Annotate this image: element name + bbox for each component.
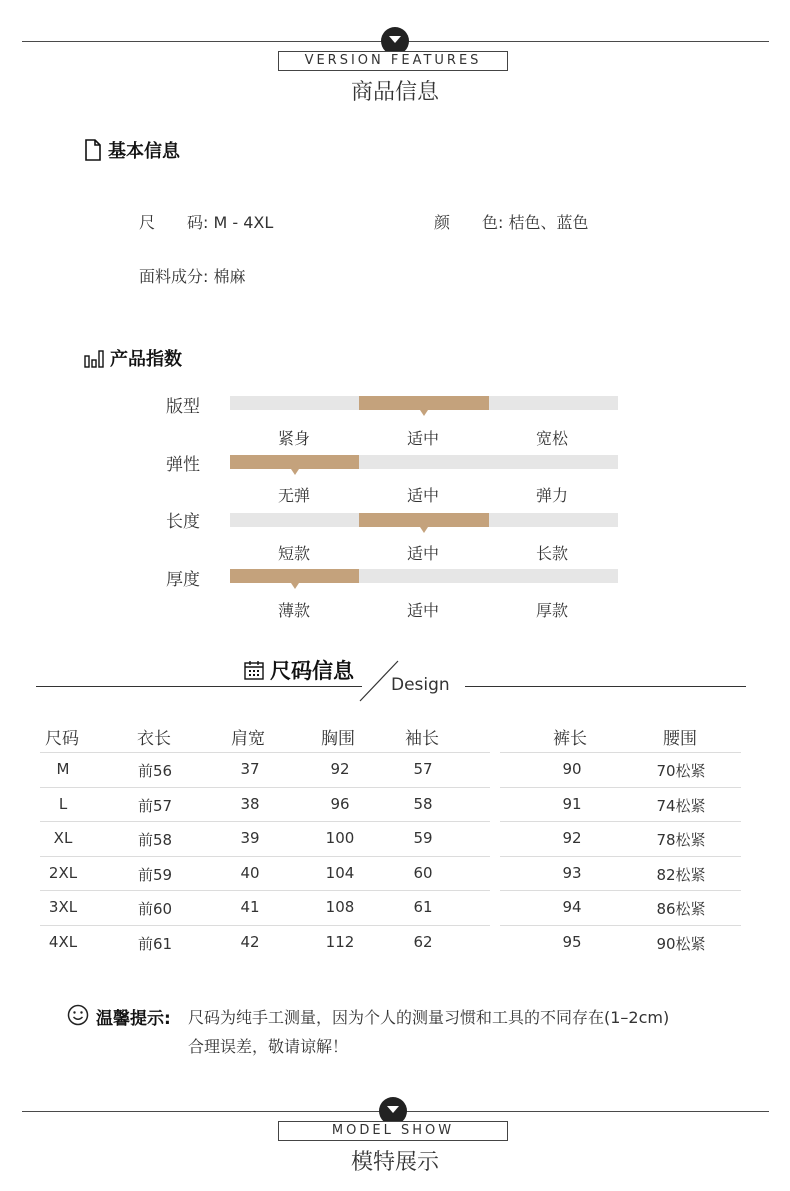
- index-label: 弹性: [166, 455, 200, 475]
- table-cell: 41: [240, 898, 260, 917]
- table-cell: 59: [413, 829, 433, 848]
- index-label: 厚度: [166, 570, 200, 590]
- index-option: 适中: [406, 544, 439, 563]
- table-cell: 95: [562, 933, 582, 951]
- row-divider: [500, 752, 741, 753]
- col-header: 肩宽: [231, 729, 265, 749]
- table-cell: 前61: [137, 935, 173, 953]
- footer-cn-title: 模特展示: [350, 1150, 439, 1175]
- row-divider: [500, 787, 741, 788]
- table-cell: 42: [240, 933, 260, 951]
- index-option: 无弹: [277, 486, 310, 505]
- table-cell: 108: [325, 898, 355, 917]
- table-cell: 92: [562, 829, 582, 848]
- footer-en-title: MODEL SHOW: [278, 1121, 508, 1141]
- table-cell: 112: [325, 933, 355, 951]
- index-option: 厚款: [535, 601, 568, 620]
- index-fill: [230, 569, 359, 583]
- size-field: [139, 210, 273, 233]
- index-pointer: [291, 583, 299, 589]
- index-option: 宽松: [535, 429, 568, 448]
- size-info-heading: [244, 655, 354, 685]
- table-cell: 前60: [137, 900, 173, 919]
- table-cell: 90: [562, 760, 582, 778]
- row-divider: [40, 925, 490, 926]
- table-cell: 74松紧: [656, 796, 706, 815]
- table-cell: 94: [562, 898, 582, 917]
- index-track: [230, 513, 618, 527]
- header-en-title: VERSION FEATURES: [278, 51, 508, 71]
- color-field: [434, 210, 589, 233]
- tip-line-1: 尺码为纯手工测量，因为个人的测量习惯和工具的不同存在(1–2cm): [188, 1008, 670, 1027]
- col-header: 衣长: [137, 729, 171, 749]
- table-cell: 58: [413, 794, 433, 813]
- index-pointer: [420, 410, 428, 416]
- size-label: 尺 码:: [139, 213, 209, 232]
- index-option: 适中: [406, 601, 439, 620]
- index-fill: [230, 455, 359, 469]
- row-divider: [500, 821, 741, 822]
- col-header: 裤长: [553, 729, 587, 749]
- product-index-heading: [84, 345, 182, 371]
- table-cell: 78松紧: [656, 831, 706, 850]
- size-info-rule-right: [465, 686, 746, 687]
- table-cell: 前59: [137, 865, 173, 884]
- table-cell: 4XL: [48, 933, 78, 951]
- col-header: 袖长: [405, 729, 439, 749]
- row-divider: [40, 856, 490, 857]
- index-option: 适中: [406, 429, 439, 448]
- index-option: 短款: [277, 544, 310, 563]
- table-cell: 62: [413, 933, 433, 951]
- table-cell: 37: [240, 760, 260, 778]
- size-info-rule-left: [36, 686, 362, 687]
- index-option: 弹力: [535, 486, 568, 505]
- fabric-label: 面料成分:: [139, 267, 209, 286]
- index-label: 版型: [166, 397, 200, 417]
- header-cn-title: 商品信息: [350, 80, 439, 105]
- chevron-down-icon: [387, 1106, 399, 1113]
- index-fill: [359, 396, 488, 410]
- index-option: 长款: [535, 544, 568, 563]
- tip-line-2: 合理误差，敬请谅解！: [188, 1037, 349, 1056]
- table-cell: M: [56, 760, 70, 778]
- col-header: 腰围: [663, 729, 697, 749]
- table-cell: 60: [413, 863, 433, 882]
- index-option: 紧身: [277, 429, 310, 448]
- color-label: 颜 色:: [434, 213, 504, 232]
- product-index-title: 产品指数: [110, 349, 182, 370]
- table-cell: 86松紧: [656, 900, 706, 919]
- index-track: [230, 455, 618, 469]
- index-track: [230, 396, 618, 410]
- design-label: Design: [391, 675, 450, 695]
- row-divider: [40, 821, 490, 822]
- document-icon: [84, 139, 102, 161]
- basic-info-heading: [84, 137, 180, 163]
- fabric-field: [139, 264, 246, 287]
- bar-chart-icon: [84, 348, 104, 368]
- basic-info-title: 基本信息: [108, 141, 180, 162]
- col-header: 胸围: [321, 729, 355, 749]
- table-cell: 3XL: [48, 898, 78, 917]
- table-cell: 92: [330, 760, 350, 778]
- table-cell: 70松紧: [656, 762, 706, 780]
- smile-icon: [67, 1004, 89, 1026]
- size-info-title: 尺码信息: [270, 659, 354, 683]
- table-cell: L: [58, 794, 68, 813]
- table-cell: 100: [325, 829, 355, 848]
- index-track: [230, 569, 618, 583]
- table-cell: 61: [413, 898, 433, 917]
- table-cell: 82松紧: [656, 865, 706, 884]
- table-cell: 90松紧: [656, 935, 706, 953]
- index-pointer: [291, 469, 299, 475]
- table-cell: 96: [330, 794, 350, 813]
- row-divider: [40, 890, 490, 891]
- table-cell: 104: [325, 863, 355, 882]
- index-pointer: [420, 527, 428, 533]
- calendar-icon: [244, 660, 264, 680]
- table-cell: 57: [413, 760, 433, 778]
- table-cell: 93: [562, 863, 582, 882]
- row-divider: [500, 890, 741, 891]
- size-value: M - 4XL: [213, 213, 274, 232]
- table-cell: XL: [53, 829, 73, 848]
- table-cell: 前57: [137, 796, 173, 815]
- table-cell: 38: [240, 794, 260, 813]
- fabric-value: 棉麻: [213, 267, 246, 286]
- table-cell: 39: [240, 829, 260, 848]
- col-header: 尺码: [45, 729, 79, 749]
- chevron-down-icon: [389, 36, 401, 43]
- tip-label: 温馨提示:: [96, 1009, 171, 1029]
- row-divider: [500, 856, 741, 857]
- index-label: 长度: [166, 512, 200, 532]
- table-cell: 91: [562, 794, 582, 813]
- color-value: 桔色、蓝色: [508, 213, 589, 232]
- table-cell: 前58: [137, 831, 173, 850]
- index-fill: [359, 513, 488, 527]
- index-option: 薄款: [277, 601, 310, 620]
- table-cell: 2XL: [48, 863, 78, 882]
- table-cell: 40: [240, 863, 260, 882]
- index-option: 适中: [406, 486, 439, 505]
- table-cell: 前56: [137, 762, 173, 780]
- row-divider: [40, 752, 490, 753]
- row-divider: [40, 787, 490, 788]
- row-divider: [500, 925, 741, 926]
